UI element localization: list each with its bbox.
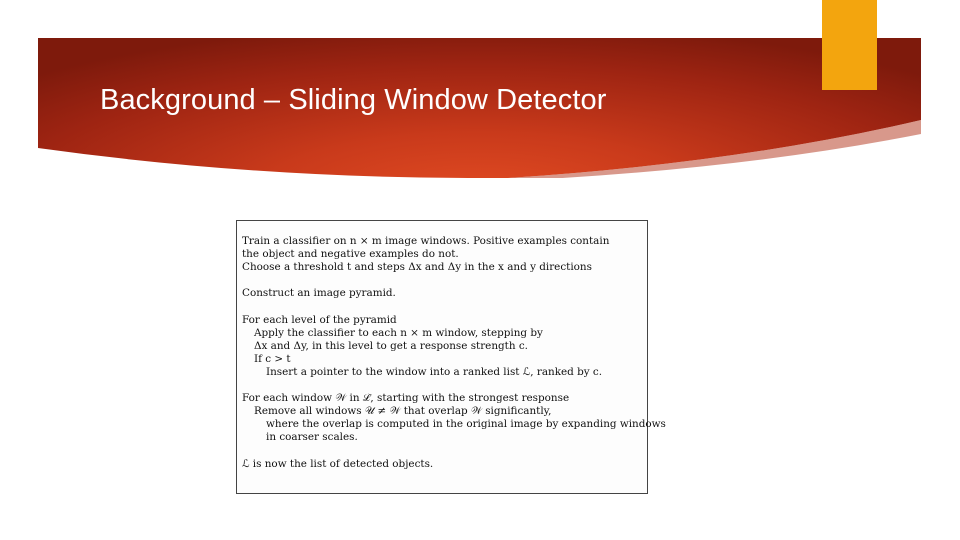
algorithm-line: If c > t (254, 352, 291, 365)
algorithm-line: where the overlap is computed in the original image by expanding windows (266, 418, 666, 431)
algorithm-line: ℒ is now the list of detected objects. (242, 457, 434, 470)
algorithm-line: Apply the classifier to each n × m window, stepping by (254, 327, 543, 340)
algorithm-line: Choose a threshold t and steps Δx and Δy in the x and y directions (242, 260, 592, 273)
algorithm-line: Remove all windows 𝒰 ≠ 𝒲 that overlap 𝒲 significantly, (254, 405, 552, 418)
algorithm-line: in coarser scales. (266, 431, 358, 444)
algorithm-line: For each window 𝒲 in ℒ, starting with the strongest response (242, 392, 570, 405)
algorithm-line: the object and negative examples do not. (242, 247, 459, 260)
algorithm-line: Train a classifier on n × m image windows. Positive examples contain (242, 235, 610, 247)
algorithm-line: Construct an image pyramid. (242, 287, 396, 300)
algorithm-line: For each level of the pyramid (242, 314, 397, 327)
accent-tab (822, 0, 877, 90)
algorithm-figure (236, 220, 666, 494)
slide-title: Background – Sliding Window Detector (100, 84, 607, 116)
algorithm-line: Insert a pointer to the window into a ranked list ℒ, ranked by c. (266, 365, 603, 378)
algorithm-line: Δx and Δy, in this level to get a response strength c. (254, 339, 528, 352)
